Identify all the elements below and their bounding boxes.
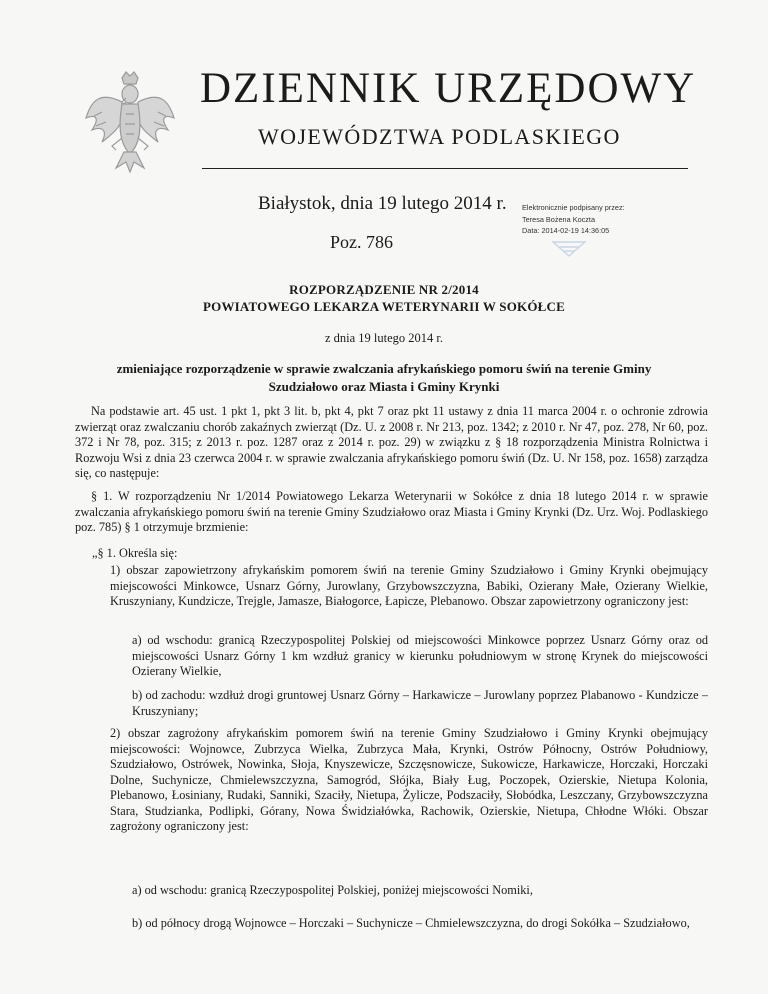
list-item-infected-east: a) od wschodu: granicą Rzeczypospolitej Polskiej od miejscowości Minkowce poprzez Usnarz Górny oraz od miejscowości Usnarz Górny 1 km wzdłuż granicy w kierunku południowym w stronę Krynek do miejscowości Ozierany Wielkie, [132, 633, 708, 678]
signature-label: Elektronicznie podpisany przez: [522, 203, 625, 212]
publication-title: DZIENNIK URZĘDOWY [200, 65, 697, 112]
regulation-title: ROZPORZĄDZENIE NR 2/2014 [289, 282, 479, 297]
position-number: Poz. 786 [330, 232, 393, 252]
electronic-signature [522, 202, 625, 237]
list-item-threatened-north: b) od północy drogą Wojnowce – Horczaki – Suchynicze – Chmielewszczyzna, do drogi Sokółka – Szudziałowo, [132, 916, 690, 930]
signature-signer: Teresa Bożena Koczta [522, 214, 596, 224]
header-divider [202, 168, 688, 169]
list-item-infected-west: b) od zachodu: wzdłuż drogi gruntowej Usnarz Górny – Harkawicze – Jurowlany poprzez Plabanowo - Kundzicze – Kruszyniany; [132, 688, 708, 718]
regulation-authority: POWIATOWEGO LEKARZA WETERYNARII W SOKÓŁCE [203, 299, 565, 314]
list-item-threatened-east: a) od wschodu: granicą Rzeczypospolitej Polskiej, poniżej miejscowości Nomiki, [132, 883, 533, 897]
regulation-subject-line2: Szudziałowo oraz Miasta i Gminy Krynki [268, 379, 500, 394]
regulation-date: z dnia 19 lutego 2014 r. [324, 331, 444, 345]
list-item-infected-zone: 1) obszar zapowietrzony afrykańskim pomorem świń na terenie Gminy Szudziałowo i Gminy Krynki obejmujący miejscowości Minkowce, Usnarz Górny, Jurowlany, Grzybowszczyzna, Babiki, Ozierany Małe, Ozierany Wielkie, Kruszyniany, Kundzicze, Trejgle, Jamasze, Białogorce, Łapicze, Plebanowo. Obszar zapowietrzony ograniczony jest: [110, 563, 708, 608]
legal-basis-paragraph: Na podstawie art. 45 ust. 1 pkt 1, pkt 3 lit. b, pkt 4, pkt 7 oraz pkt 11 ustawy z dnia 11 marca 2004 r. o ochronie zdrowia zwierząt oraz zwalczaniu chorób zakaźnych zwierząt (Dz. U. z 2008 r. Nr 213, poz. 1342; z 2010 r. Nr 47, poz. 278, Nr 60, poz. 372 i Nr 78, poz. 315; z 2013 r. poz. 1287 oraz z 2014 r. poz. 29) w związku z § 18 rozporządzenia Ministra Rolnictwa i Rozwoju Wsi z dnia 23 czerwca 2004 r. w sprawie zwalczania afrykańskiego pomoru świń (Dz. U. Nr 158, poz. 1658) zarządza się, co następuje: [75, 404, 708, 480]
section-1-paragraph: § 1. W rozporządzeniu Nr 1/2014 Powiatowego Lekarza Weterynarii w Sokółce z dnia 18 lutego 2014 r. w sprawie zwalczania afrykańskiego pomoru świń na terenie Gminy Szudziałowo oraz Miasta i Gminy Krynki (Dz. Urz. Woj. Podlaskiego poz. 785) § 1 otrzymuje brzmienie: [75, 489, 708, 534]
publication-subtitle: WOJEWÓDZTWA PODLASKIEGO [258, 124, 621, 149]
place-and-date: Białystok, dnia 19 lutego 2014 r. [258, 193, 507, 214]
quoted-section-heading: „§ 1. Określa się: [92, 546, 178, 560]
signature-date: Data: 2014-02-19 14:36:05 [522, 226, 610, 235]
polish-eagle-emblem [82, 68, 178, 178]
signature-mark-icon [549, 238, 589, 260]
list-item-threatened-zone: 2) obszar zagrożony afrykańskim pomorem świń na terenie Gminy Szudziałowo i Gminy Krynki obejmujący miejscowości: Wojnowce, Zubrzyca Wielka, Zubrzyca Mała, Krynki, Ostrów Północny, Ostrów Południowy, Szudziałowo, Ostrówek, Nowinka, Słoja, Knyszewicze, Szczęsnowicze, Sukowicze, Harkawicze, Horczaki, Horczaki Dolne, Suchynicze, Chmielewszczyzna, Samogród, Słójka, Biały Ług, Poczopek, Ozierskie, Nietupa Kolonia, Plebanowo, Łosiniany, Rudaki, Sanniki, Szaciły, Nietupa, Żylicze, Podszaciły, Słobódka, Leszczany, Grzybowszczyzna Stara, Studzianka, Podlipki, Górany, Nowa Świdziałówka, Rachowik, Ozierskie, Nietupa, Chłodne Włóki. Obszar zagrożony ograniczony jest: [110, 726, 708, 833]
regulation-subject-line1: zmieniające rozporządzenie w sprawie zwalczania afrykańskiego pomoru świń na terenie Gminy [116, 361, 652, 376]
